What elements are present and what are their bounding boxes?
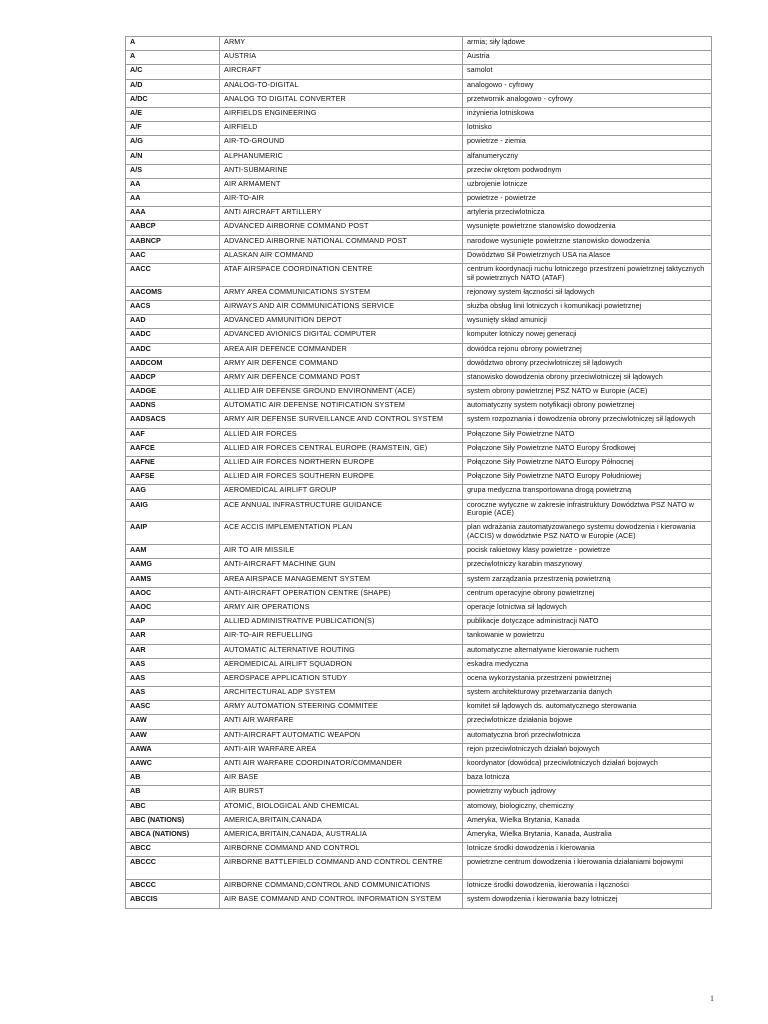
abbreviation-cell: AABNCP: [126, 235, 220, 249]
polish-term-cell: plan wdrażania zautomatyzowanego systemu dowodzenia i kierowania (ACCIS) w dowództwie PSZ NATO w Europie (ACE): [463, 522, 712, 545]
abbreviation-cell: AAW: [126, 729, 220, 743]
polish-term-cell: grupa medyczna transportowana drogą powietrzną: [463, 485, 712, 499]
abbreviation-cell: AAWA: [126, 743, 220, 757]
abbreviation-cell: AAD: [126, 315, 220, 329]
polish-term-cell: centrum operacyjne obrony powietrznej: [463, 587, 712, 601]
glossary-row: [126, 814, 712, 828]
abbreviation-cell: AADC: [126, 343, 220, 357]
glossary-row: [126, 400, 712, 414]
english-term-cell: AIRWAYS AND AIR COMMUNICATIONS SERVICE: [220, 300, 463, 314]
polish-term-cell: powietrzne centrum dowodzenia i kierowania działaniami bojowymi: [463, 857, 712, 880]
abbreviation-cell: AADSACS: [126, 414, 220, 428]
abbreviation-cell: AABCP: [126, 221, 220, 235]
glossary-row: [126, 729, 712, 743]
polish-term-cell: Ameryka, Wielka Brytania, Kanada, Australia: [463, 828, 712, 842]
glossary-table: [125, 36, 712, 909]
abbreviation-cell: A: [126, 37, 220, 51]
english-term-cell: ANTI AIR WARFARE COORDINATOR/COMMANDER: [220, 758, 463, 772]
glossary-row: [126, 672, 712, 686]
english-term-cell: AIRCRAFT: [220, 65, 463, 79]
polish-term-cell: przetwornik analogowo - cyfrowy: [463, 93, 712, 107]
glossary-row: [126, 573, 712, 587]
english-term-cell: ANALOG TO DIGITAL CONVERTER: [220, 93, 463, 107]
abbreviation-cell: AAR: [126, 630, 220, 644]
abbreviation-cell: AAS: [126, 658, 220, 672]
english-term-cell: AUSTRIA: [220, 51, 463, 65]
glossary-row: [126, 221, 712, 235]
polish-term-cell: Połączone Siły Powietrzne NATO Europy Południowej: [463, 471, 712, 485]
polish-term-cell: powietrze - ziemia: [463, 136, 712, 150]
english-term-cell: ALLIED AIR FORCES SOUTHERN EUROPE: [220, 471, 463, 485]
abbreviation-cell: AAWC: [126, 758, 220, 772]
abbreviation-cell: AADGE: [126, 386, 220, 400]
english-term-cell: ALLIED ADMINISTRATIVE PUBLICATION(S): [220, 616, 463, 630]
abbreviation-cell: AAFNE: [126, 457, 220, 471]
abbreviation-cell: AAMG: [126, 559, 220, 573]
polish-term-cell: rejonowy system łączności sił lądowych: [463, 286, 712, 300]
abbreviation-cell: AAA: [126, 207, 220, 221]
abbreviation-cell: AAOC: [126, 601, 220, 615]
glossary-row: [126, 880, 712, 894]
abbreviation-cell: AA: [126, 193, 220, 207]
english-term-cell: ARMY AIR DEFENSE SURVEILLANCE AND CONTROL SYSTEM: [220, 414, 463, 428]
glossary-row: [126, 857, 712, 880]
page-number: 1: [710, 994, 714, 1003]
polish-term-cell: samolot: [463, 65, 712, 79]
glossary-row: [126, 329, 712, 343]
glossary-row: [126, 357, 712, 371]
english-term-cell: ALASKAN AIR COMMAND: [220, 249, 463, 263]
abbreviation-cell: AAS: [126, 672, 220, 686]
english-term-cell: AUTOMATIC AIR DEFENSE NOTIFICATION SYSTEM: [220, 400, 463, 414]
glossary-row: [126, 457, 712, 471]
english-term-cell: AIR BURST: [220, 786, 463, 800]
english-term-cell: ADVANCED AIRBORNE NATIONAL COMMAND POST: [220, 235, 463, 249]
abbreviation-cell: AAIG: [126, 499, 220, 522]
polish-term-cell: atomowy, biologiczny, chemiczny: [463, 800, 712, 814]
english-term-cell: ATAF AIRSPACE COORDINATION CENTRE: [220, 264, 463, 287]
english-term-cell: AIR-TO-AIR: [220, 193, 463, 207]
polish-term-cell: wysunięty skład amunicji: [463, 315, 712, 329]
glossary-row: [126, 743, 712, 757]
polish-term-cell: automatyczny system notyfikacji obrony powietrznej: [463, 400, 712, 414]
english-term-cell: AEROMEDICAL AIRLIFT SQUADRON: [220, 658, 463, 672]
english-term-cell: ANTI AIR WARFARE: [220, 715, 463, 729]
abbreviation-cell: A/D: [126, 79, 220, 93]
polish-term-cell: automatyczne alternatywne kierowanie ruchem: [463, 644, 712, 658]
polish-term-cell: ocena wykorzystania przestrzeni powietrznej: [463, 672, 712, 686]
english-term-cell: AIRBORNE COMMAND,CONTROL AND COMMUNICATIONS: [220, 880, 463, 894]
english-term-cell: AIRBORNE COMMAND AND CONTROL: [220, 843, 463, 857]
english-term-cell: AIR ARMAMENT: [220, 178, 463, 192]
polish-term-cell: baza lotnicza: [463, 772, 712, 786]
polish-term-cell: eskadra medyczna: [463, 658, 712, 672]
glossary-row: [126, 300, 712, 314]
abbreviation-cell: ABC (NATIONS): [126, 814, 220, 828]
english-term-cell: ALPHANUMERIC: [220, 150, 463, 164]
glossary-row: [126, 800, 712, 814]
glossary-row: [126, 207, 712, 221]
glossary-row: [126, 786, 712, 800]
polish-term-cell: Połączone Siły Powietrzne NATO: [463, 428, 712, 442]
polish-term-cell: Dowództwo Sił Powietrznych USA na Alasce: [463, 249, 712, 263]
english-term-cell: AIRBORNE BATTLEFIELD COMMAND AND CONTROL CENTRE: [220, 857, 463, 880]
english-term-cell: ANTI-SUBMARINE: [220, 164, 463, 178]
english-term-cell: ACE ANNUAL INFRASTRUCTURE GUIDANCE: [220, 499, 463, 522]
abbreviation-cell: AAC: [126, 249, 220, 263]
glossary-row: [126, 601, 712, 615]
english-term-cell: AIRFIELDS ENGINEERING: [220, 107, 463, 121]
english-term-cell: AIR-TO-GROUND: [220, 136, 463, 150]
glossary-row: [126, 485, 712, 499]
abbreviation-cell: A/DC: [126, 93, 220, 107]
glossary-row: [126, 772, 712, 786]
abbreviation-cell: AACOMS: [126, 286, 220, 300]
abbreviation-cell: AAFCE: [126, 442, 220, 456]
glossary-row: [126, 264, 712, 287]
polish-term-cell: system zarządzania przestrzenią powietrzną: [463, 573, 712, 587]
abbreviation-cell: AAW: [126, 715, 220, 729]
english-term-cell: ATOMIC, BIOLOGICAL AND CHEMICAL: [220, 800, 463, 814]
glossary-row: [126, 715, 712, 729]
glossary-row: [126, 522, 712, 545]
polish-term-cell: system architekturowy przetwarzania danych: [463, 687, 712, 701]
abbreviation-cell: AAG: [126, 485, 220, 499]
polish-term-cell: armia; siły lądowe: [463, 37, 712, 51]
polish-term-cell: komputer lotniczy nowej generacji: [463, 329, 712, 343]
glossary-row: [126, 51, 712, 65]
english-term-cell: ARMY: [220, 37, 463, 51]
polish-term-cell: służba obsług linii lotniczych i komunikacji powietrznej: [463, 300, 712, 314]
english-term-cell: ACE ACCIS IMPLEMENTATION PLAN: [220, 522, 463, 545]
polish-term-cell: operacje lotnictwa sił lądowych: [463, 601, 712, 615]
english-term-cell: ANALOG-TO-DIGITAL: [220, 79, 463, 93]
polish-term-cell: Połączone Siły Powietrzne NATO Europy Północnej: [463, 457, 712, 471]
english-term-cell: AIR BASE: [220, 772, 463, 786]
glossary-row: [126, 235, 712, 249]
abbreviation-cell: AB: [126, 772, 220, 786]
glossary-row: [126, 414, 712, 428]
polish-term-cell: lotnicze środki dowodzenia i kierowania: [463, 843, 712, 857]
english-term-cell: ADVANCED AVIONICS DIGITAL COMPUTER: [220, 329, 463, 343]
abbreviation-cell: ABCA (NATIONS): [126, 828, 220, 842]
polish-term-cell: coroczne wytyczne w zakresie infrastruktury Dowództwa PSZ NATO w Europie (ACE): [463, 499, 712, 522]
abbreviation-cell: AAF: [126, 428, 220, 442]
abbreviation-cell: AAS: [126, 687, 220, 701]
english-term-cell: AEROMEDICAL AIRLIFT GROUP: [220, 485, 463, 499]
glossary-row: [126, 386, 712, 400]
glossary-body: [126, 37, 712, 909]
glossary-row: [126, 286, 712, 300]
english-term-cell: AIR BASE COMMAND AND CONTROL INFORMATION SYSTEM: [220, 894, 463, 908]
polish-term-cell: automatyczna broń przeciwlotnicza: [463, 729, 712, 743]
glossary-row: [126, 164, 712, 178]
glossary-row: [126, 559, 712, 573]
polish-term-cell: narodowe wysunięte powietrzne stanowisko dowodzenia: [463, 235, 712, 249]
english-term-cell: ADVANCED AIRBORNE COMMAND POST: [220, 221, 463, 235]
polish-term-cell: przeciw okrętom podwodnym: [463, 164, 712, 178]
glossary-row: [126, 828, 712, 842]
glossary-row: [126, 499, 712, 522]
english-term-cell: ALLIED AIR FORCES NORTHERN EUROPE: [220, 457, 463, 471]
polish-term-cell: powietrzny wybuch jądrowy: [463, 786, 712, 800]
abbreviation-cell: A/G: [126, 136, 220, 150]
english-term-cell: AIR-TO-AIR REFUELLING: [220, 630, 463, 644]
abbreviation-cell: ABCCIS: [126, 894, 220, 908]
glossary-row: [126, 843, 712, 857]
english-term-cell: ADVANCED AMMUNITION DEPOT: [220, 315, 463, 329]
glossary-row: [126, 545, 712, 559]
english-term-cell: ALLIED AIR FORCES CENTRAL EUROPE (RAMSTEIN, GE): [220, 442, 463, 456]
abbreviation-cell: A/F: [126, 122, 220, 136]
english-term-cell: ARMY AREA COMMUNICATIONS SYSTEM: [220, 286, 463, 300]
glossary-row: [126, 371, 712, 385]
english-term-cell: AUTOMATIC ALTERNATIVE ROUTING: [220, 644, 463, 658]
glossary-row: [126, 587, 712, 601]
abbreviation-cell: AACS: [126, 300, 220, 314]
abbreviation-cell: ABCCC: [126, 880, 220, 894]
polish-term-cell: lotnicze środki dowodzenia, kierowania i łączności: [463, 880, 712, 894]
glossary-row: [126, 758, 712, 772]
english-term-cell: AIRFIELD: [220, 122, 463, 136]
glossary-row: [126, 428, 712, 442]
english-term-cell: ANTI-AIRCRAFT AUTOMATIC WEAPON: [220, 729, 463, 743]
abbreviation-cell: AAMS: [126, 573, 220, 587]
polish-term-cell: dowództwo obrony przeciwlotniczej sił lądowych: [463, 357, 712, 371]
glossary-row: [126, 79, 712, 93]
glossary-row: [126, 315, 712, 329]
english-term-cell: ARMY AIR DEFENCE COMMAND: [220, 357, 463, 371]
glossary-row: [126, 193, 712, 207]
abbreviation-cell: AADC: [126, 329, 220, 343]
english-term-cell: AIR TO AIR MISSILE: [220, 545, 463, 559]
glossary-row: [126, 136, 712, 150]
polish-term-cell: przeciwlotnicze działania bojowe: [463, 715, 712, 729]
english-term-cell: ALLIED AIR DEFENSE GROUND ENVIRONMENT (ACE): [220, 386, 463, 400]
english-term-cell: ARMY AUTOMATION STEERING COMMITEE: [220, 701, 463, 715]
english-term-cell: ARCHITECTURAL ADP SYSTEM: [220, 687, 463, 701]
polish-term-cell: koordynator (dowódca) przeciwlotniczych działań bojowych: [463, 758, 712, 772]
glossary-row: [126, 343, 712, 357]
glossary-row: [126, 65, 712, 79]
polish-term-cell: system dowodzenia i kierowania bazy lotniczej: [463, 894, 712, 908]
polish-term-cell: wysunięte powietrzne stanowisko dowodzenia: [463, 221, 712, 235]
abbreviation-cell: ABC: [126, 800, 220, 814]
abbreviation-cell: ABCC: [126, 843, 220, 857]
glossary-row: [126, 630, 712, 644]
polish-term-cell: rejon przeciwlotniczych działań bojowych: [463, 743, 712, 757]
abbreviation-cell: AAP: [126, 616, 220, 630]
polish-term-cell: tankowanie w powietrzu: [463, 630, 712, 644]
abbreviation-cell: AA: [126, 178, 220, 192]
polish-term-cell: lotnisko: [463, 122, 712, 136]
english-term-cell: AMERICA,BRITAIN,CANADA, AUSTRALIA: [220, 828, 463, 842]
polish-term-cell: pocisk rakietowy klasy powietrze - powietrze: [463, 545, 712, 559]
glossary-row: [126, 93, 712, 107]
abbreviation-cell: A/S: [126, 164, 220, 178]
glossary-row: [126, 658, 712, 672]
abbreviation-cell: A/E: [126, 107, 220, 121]
glossary-row: [126, 122, 712, 136]
english-term-cell: ANTI-AIR WARFARE AREA: [220, 743, 463, 757]
glossary-row: [126, 37, 712, 51]
english-term-cell: ARMY AIR DEFENCE COMMAND POST: [220, 371, 463, 385]
english-term-cell: ARMY AIR OPERATIONS: [220, 601, 463, 615]
english-term-cell: ANTI-AIRCRAFT MACHINE GUN: [220, 559, 463, 573]
polish-term-cell: dowódca rejonu obrony powietrznej: [463, 343, 712, 357]
polish-term-cell: stanowisko dowodzenia obrony przeciwlotniczej sił lądowych: [463, 371, 712, 385]
abbreviation-cell: AASC: [126, 701, 220, 715]
abbreviation-cell: AAM: [126, 545, 220, 559]
glossary-row: [126, 644, 712, 658]
abbreviation-cell: AAIP: [126, 522, 220, 545]
polish-term-cell: komitet sił lądowych ds. automatycznego sterowania: [463, 701, 712, 715]
glossary-row: [126, 442, 712, 456]
glossary-row: [126, 894, 712, 908]
glossary-row: [126, 150, 712, 164]
polish-term-cell: analogowo - cyfrowy: [463, 79, 712, 93]
abbreviation-cell: A/N: [126, 150, 220, 164]
english-term-cell: ALLIED AIR FORCES: [220, 428, 463, 442]
polish-term-cell: inżynieria lotniskowa: [463, 107, 712, 121]
glossary-row: [126, 616, 712, 630]
abbreviation-cell: A: [126, 51, 220, 65]
glossary-row: [126, 249, 712, 263]
abbreviation-cell: AAOC: [126, 587, 220, 601]
abbreviation-cell: AAFSE: [126, 471, 220, 485]
glossary-row: [126, 471, 712, 485]
glossary-row: [126, 687, 712, 701]
polish-term-cell: Austria: [463, 51, 712, 65]
polish-term-cell: system obrony powietrznej PSZ NATO w Europie (ACE): [463, 386, 712, 400]
polish-term-cell: przeciwlotniczy karabin maszynowy: [463, 559, 712, 573]
english-term-cell: AMERICA,BRITAIN,CANADA: [220, 814, 463, 828]
english-term-cell: AREA AIRSPACE MANAGEMENT SYSTEM: [220, 573, 463, 587]
abbreviation-cell: AADCP: [126, 371, 220, 385]
english-term-cell: ANTI-AIRCRAFT OPERATION CENTRE (SHAPE): [220, 587, 463, 601]
polish-term-cell: powietrze - powietrze: [463, 193, 712, 207]
abbreviation-cell: AADNS: [126, 400, 220, 414]
polish-term-cell: system rozpoznania i dowodzenia obrony przeciwlotniczej sił lądowych: [463, 414, 712, 428]
abbreviation-cell: ABCCC: [126, 857, 220, 880]
polish-term-cell: alfanumeryczny: [463, 150, 712, 164]
glossary-row: [126, 107, 712, 121]
abbreviation-cell: A/C: [126, 65, 220, 79]
abbreviation-cell: AAR: [126, 644, 220, 658]
abbreviation-cell: AADCOM: [126, 357, 220, 371]
glossary-row: [126, 701, 712, 715]
polish-term-cell: uzbrojenie lotnicze: [463, 178, 712, 192]
english-term-cell: AREA AIR DEFENCE COMMANDER: [220, 343, 463, 357]
polish-term-cell: publikacje dotyczące administracji NATO: [463, 616, 712, 630]
polish-term-cell: centrum koordynacji ruchu lotniczego przestrzeni powietrznej taktycznych sił powietrznych NATO (ATAF): [463, 264, 712, 287]
polish-term-cell: Ameryka, Wielka Brytania, Kanada: [463, 814, 712, 828]
abbreviation-cell: AACC: [126, 264, 220, 287]
glossary-row: [126, 178, 712, 192]
english-term-cell: ANTI AIRCRAFT ARTILLERY: [220, 207, 463, 221]
polish-term-cell: Połączone Siły Powietrzne NATO Europy Środkowej: [463, 442, 712, 456]
english-term-cell: AEROSPACE APPLICATION STUDY: [220, 672, 463, 686]
polish-term-cell: artyleria przeciwlotnicza: [463, 207, 712, 221]
abbreviation-cell: AB: [126, 786, 220, 800]
